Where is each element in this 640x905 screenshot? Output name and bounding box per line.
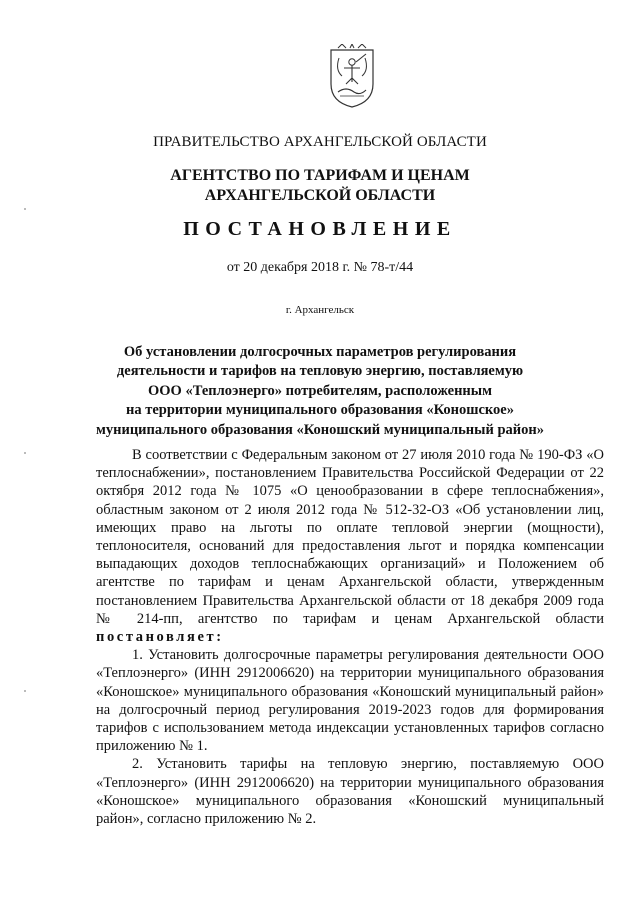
decree-word: постановляет: — [96, 629, 224, 646]
arkhangelsk-coat-of-arms-icon — [326, 44, 378, 110]
document-date-number: от 20 декабря 2018 г. № 78-т/44 — [226, 260, 414, 275]
document-subject — [0, 343, 640, 440]
subject-line: деятельности и тарифов на тепловую энергию, поставляемую — [116, 363, 524, 380]
item-1-paragraph: 1. Установить долгосрочные параметры регулирования деятельности ООО «Теплоэнерго» (ИНН 2912006620) на территории муниципального образования «Коношское» муниципального образования «Коношский муниципальный район» на долгосрочный период регулирования 2019-2023 годов для формирования тарифов с использованием метода индексации установленных тарифов согласно приложению № 1. — [96, 647, 604, 755]
intro-text: В соответствии с Федеральным законом от 27 июля 2010 года № 190-ФЗ «О теплоснабжении», постановлением Правительства Российской Федерации от 22 октября 2012 года № 1075 «О ценообразовании в сфере теплоснабжения», областным законом от 2 июля 2012 года № 512-32-ОЗ «Об установлении лиц, имеющих право на льготы по оплате тепловой энергии (мощности), теплоносителя, оснований для предоставления льгот и порядка компенсации выпадающих доходов теплоснабжающих организаций» и Положением об агентстве по тарифам и ценам Архангельской области, утвержденным постановлением Правительства Архангельской области от 18 декабря 2009 года № 214-пп, агентство по тарифам и ценам Архангельской области — [96, 447, 604, 627]
document-body — [96, 446, 604, 828]
agency-name-line: АРХАНГЕЛЬСКОЙ ОБЛАСТИ — [204, 187, 436, 204]
agency-name-line: АГЕНТСТВО ПО ТАРИФАМ И ЦЕНАМ — [170, 167, 470, 184]
agency-name — [0, 166, 640, 206]
government-name: ПРАВИТЕЛЬСТВО АРХАНГЕЛЬСКОЙ ОБЛАСТИ — [153, 134, 487, 150]
subject-line: Об установлении долгосрочных параметров регулирования — [123, 344, 517, 360]
scan-mark — [24, 690, 26, 692]
intro-paragraph — [96, 446, 604, 646]
subject-line: ООО «Теплоэнерго» потребителям, расположенным — [148, 382, 492, 399]
item-2-paragraph: 2. Установить тарифы на тепловую энергию, поставляемую ООО «Теплоэнерго» (ИНН 2912006620) на территории муниципального образования «Коношское» муниципального образования «Коношский муниципальный район», согласно приложению № 2. — [96, 756, 604, 828]
scan-mark — [24, 208, 26, 210]
subject-line: муниципального образования «Коношский муниципальный район» — [95, 421, 544, 438]
scan-mark — [24, 452, 26, 454]
document-type-title: ПОСТАНОВЛЕНИЕ — [183, 218, 457, 240]
document-city: г. Архангельск — [285, 304, 355, 316]
subject-line: на территории муниципального образования «Коношское» — [125, 402, 514, 419]
